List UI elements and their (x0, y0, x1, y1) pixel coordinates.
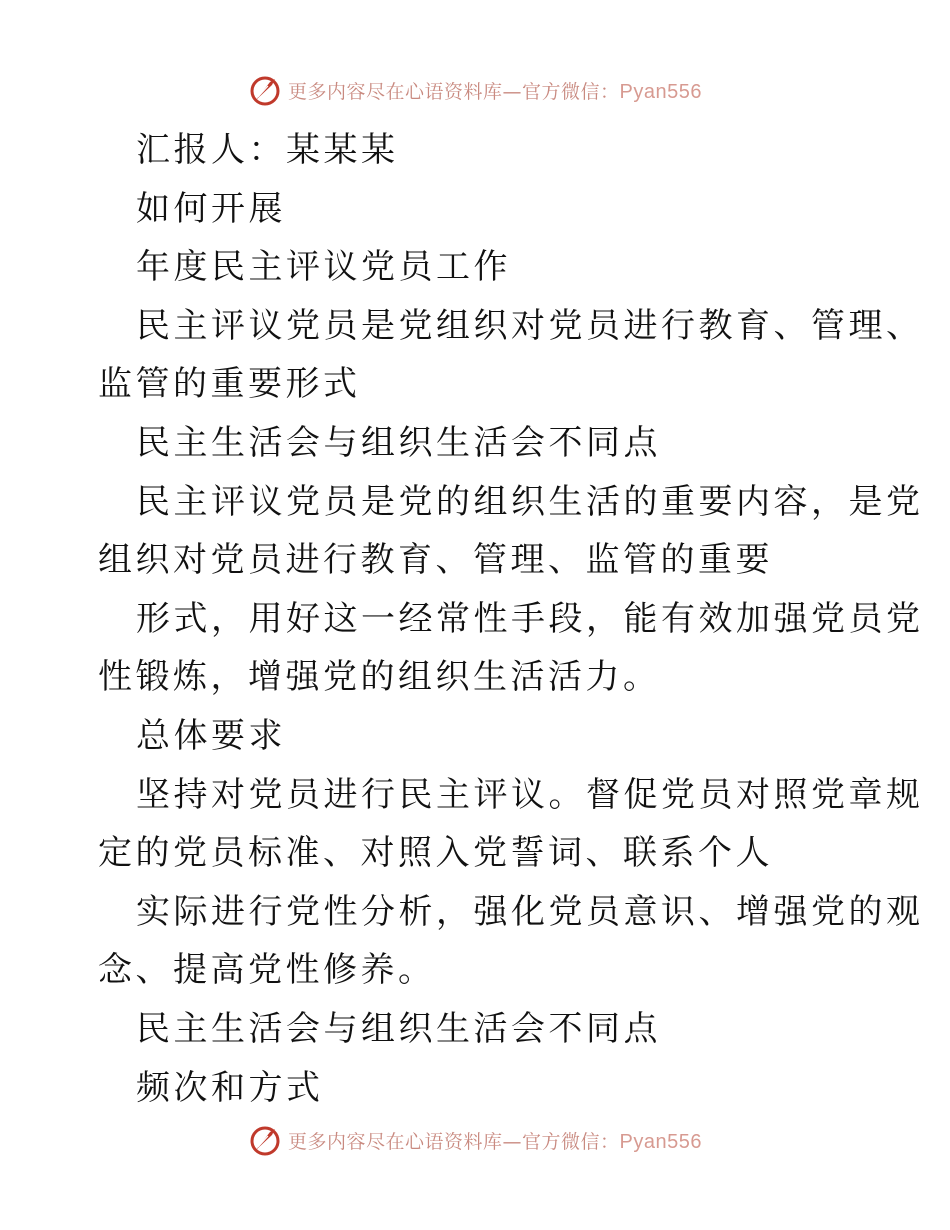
body-line: 民主生活会与组织生活会不同点 (136, 422, 661, 463)
header-banner-text (288, 77, 702, 104)
header-banner (0, 70, 950, 110)
body-line: 民主评议党员是党的组织生活的重要内容，是党 (136, 481, 924, 522)
body-line: 汇报人：某某某 (136, 130, 399, 170)
footer-banner-inner (248, 1123, 702, 1157)
quill-pen-logo-icon (248, 73, 282, 107)
body-line: 总体要求 (136, 715, 286, 756)
footer-banner-wechat-id: Pyan556 (619, 1130, 702, 1153)
body-line: 坚持对党员进行民主评议。督促党员对照党章规 (136, 774, 924, 815)
footer-banner (0, 1120, 950, 1160)
body-line: 形式，用好这一经常性手段，能有效加强党员党 (136, 598, 924, 639)
body-line: 监管的重要形式 (98, 364, 361, 405)
header-banner-inner (248, 73, 702, 107)
body-line: 如何开展 (136, 188, 286, 229)
body-line: 组织对党员进行教育、管理、监管的重要 (98, 540, 773, 581)
header-banner-wechat-id: Pyan556 (619, 80, 702, 103)
body-line: 实际进行党性分析，强化党员意识、增强党的观 (136, 891, 924, 932)
body-line: 性锻炼，增强党的组织生活活力。 (98, 657, 661, 698)
document-body (98, 121, 924, 1117)
body-line: 定的党员标准、对照入党誓词、联系个人 (98, 833, 773, 874)
footer-banner-label: 更多内容尽在心语资料库—官方微信： (288, 1130, 620, 1153)
footer-banner-text (288, 1127, 702, 1154)
body-line: 民主评议党员是党组织对党员进行教育、管理、 (136, 305, 924, 346)
body-line: 念、提高党性修养。 (98, 950, 436, 991)
body-line: 频次和方式 (136, 1067, 324, 1108)
body-line: 年度民主评议党员工作 (136, 247, 511, 288)
quill-pen-logo-icon (248, 1123, 282, 1157)
body-line: 民主生活会与组织生活会不同点 (136, 1008, 661, 1049)
header-banner-label: 更多内容尽在心语资料库—官方微信： (288, 80, 620, 103)
